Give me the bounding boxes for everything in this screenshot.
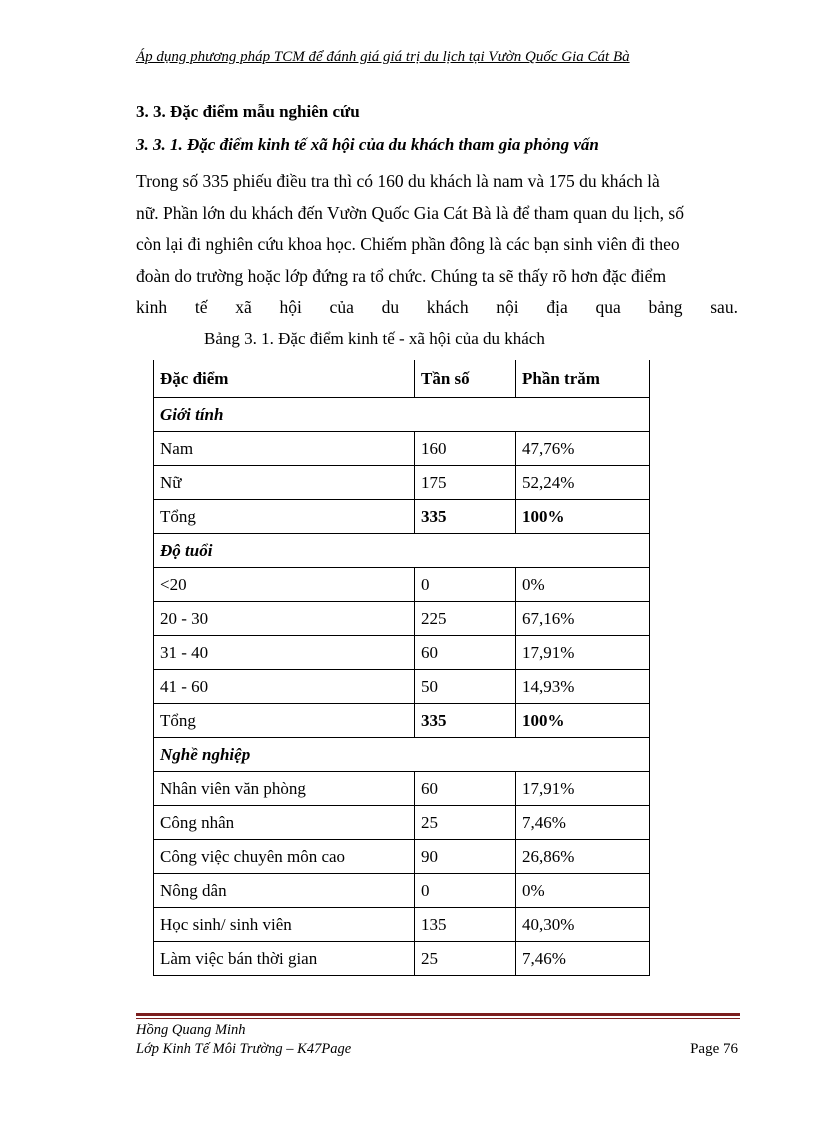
table-row: [154, 432, 650, 466]
table-cell: 50: [415, 670, 516, 704]
table-row: [154, 602, 650, 636]
paragraph-word: xã: [235, 297, 252, 317]
table-cell: 31 - 40: [154, 636, 415, 670]
table-cell: 17,91%: [516, 636, 650, 670]
table-group-row: [154, 738, 650, 772]
table-cell: 0%: [516, 874, 650, 908]
table-cell: 52,24%: [516, 466, 650, 500]
table-cell: 90: [415, 840, 516, 874]
table-group-title: Nghề nghiệp: [154, 738, 650, 772]
footer-rule-thick: [136, 1013, 740, 1016]
paragraph-line: đoàn do trường hoặc lớp đứng ra tổ chức. Chúng ta sẽ thấy rõ hơn đặc điểm: [136, 265, 667, 286]
table-cell: Nam: [154, 432, 415, 466]
table-cell: 0: [415, 568, 516, 602]
section-heading: 3. 3. Đặc điểm mẫu nghiên cứu: [136, 102, 360, 121]
paragraph-line: còn lại đi nghiên cứu khoa học. Chiếm phần đông là các bạn sinh viên đi theo: [136, 234, 680, 254]
table-row: [154, 908, 650, 942]
table-row: [154, 704, 650, 738]
table-row: [154, 568, 650, 602]
table-group-row: [154, 398, 650, 432]
table-cell: 7,46%: [516, 806, 650, 840]
paragraph-word: kinh: [136, 297, 168, 317]
table-cell: 0%: [516, 568, 650, 602]
page-number: Page 76: [690, 1041, 738, 1057]
table-cell: Làm việc bán thời gian: [154, 942, 415, 976]
table-cell: Tần số: [415, 360, 516, 398]
table-cell: Công nhân: [154, 806, 415, 840]
table-cell: 225: [415, 602, 516, 636]
table-cell: 25: [415, 942, 516, 976]
paragraph-word: qua: [595, 297, 621, 317]
table-cell: 175: [415, 466, 516, 500]
table-cell: 41 - 60: [154, 670, 415, 704]
paragraph-line: nữ. Phần lớn du khách đến Vườn Quốc Gia Cát Bà là để tham quan du lịch, số: [136, 202, 684, 223]
table-cell: Tổng: [154, 500, 415, 534]
paragraph-word: khách: [426, 297, 469, 317]
table-cell: 47,76%: [516, 432, 650, 466]
table-cell: Phần trăm: [516, 360, 650, 398]
body-paragraph: [136, 166, 738, 324]
paragraph-line: Trong số 335 phiếu điều tra thì có 160 du khách là nam và 175 du khách là: [136, 171, 660, 191]
paragraph-last-line: [136, 292, 738, 324]
table-cell: Công việc chuyên môn cao: [154, 840, 415, 874]
paragraph-word: nội: [496, 297, 519, 317]
table-cell: 17,91%: [516, 772, 650, 806]
table-group-title: Giới tính: [154, 398, 650, 432]
table-cell: Nông dân: [154, 874, 415, 908]
table-row: [154, 806, 650, 840]
paragraph-word: du: [381, 297, 400, 317]
footer-author: Hồng Quang Minh: [136, 1022, 246, 1038]
table-group-row: [154, 534, 650, 568]
paragraph-word: tế: [194, 297, 208, 317]
table-cell: 100%: [516, 704, 650, 738]
paragraph-word: hội: [279, 297, 302, 317]
footer-class: Lớp Kinh Tế Môi Trường – K47Page: [136, 1041, 352, 1057]
subsection-heading: 3. 3. 1. Đặc điểm kinh tế xã hội của du khách tham gia phỏng vấn: [136, 135, 599, 154]
paragraph-word: của: [329, 297, 354, 317]
table-cell: 26,86%: [516, 840, 650, 874]
socio-economic-table: [153, 360, 650, 976]
table-row: [154, 772, 650, 806]
table-cell: 60: [415, 772, 516, 806]
table-cell: 14,93%: [516, 670, 650, 704]
table-cell: 335: [415, 704, 516, 738]
table-cell: 100%: [516, 500, 650, 534]
table-row: [154, 500, 650, 534]
table-row: [154, 942, 650, 976]
table-cell: <20: [154, 568, 415, 602]
table-row: [154, 636, 650, 670]
running-header: Áp dụng phương pháp TCM để đánh giá giá trị du lịch tại Vườn Quốc Gia Cát Bà: [136, 49, 630, 65]
table-cell: 25: [415, 806, 516, 840]
table-cell: Nhân viên văn phòng: [154, 772, 415, 806]
paragraph-word: bảng: [648, 297, 683, 317]
table-cell: Học sinh/ sinh viên: [154, 908, 415, 942]
table-cell: 60: [415, 636, 516, 670]
table-group-title: Độ tuổi: [154, 534, 650, 568]
table-cell: Nữ: [154, 466, 415, 500]
table-cell: 40,30%: [516, 908, 650, 942]
table-cell: 67,16%: [516, 602, 650, 636]
table-cell: Tổng: [154, 704, 415, 738]
paragraph-word: địa: [546, 297, 568, 317]
table-header-row: [154, 360, 650, 398]
table-row: [154, 670, 650, 704]
table-cell: 7,46%: [516, 942, 650, 976]
table-row: [154, 466, 650, 500]
table-row: [154, 840, 650, 874]
footer-rule-thin: [136, 1018, 740, 1019]
table-cell: 335: [415, 500, 516, 534]
table-cell: Đặc điểm: [154, 360, 415, 398]
table-cell: 135: [415, 908, 516, 942]
paragraph-word: sau.: [710, 297, 738, 317]
table-cell: 20 - 30: [154, 602, 415, 636]
table-cell: 0: [415, 874, 516, 908]
table-cell: 160: [415, 432, 516, 466]
table-caption: Bảng 3. 1. Đặc điểm kinh tế - xã hội của du khách: [204, 329, 545, 348]
table-row: [154, 874, 650, 908]
